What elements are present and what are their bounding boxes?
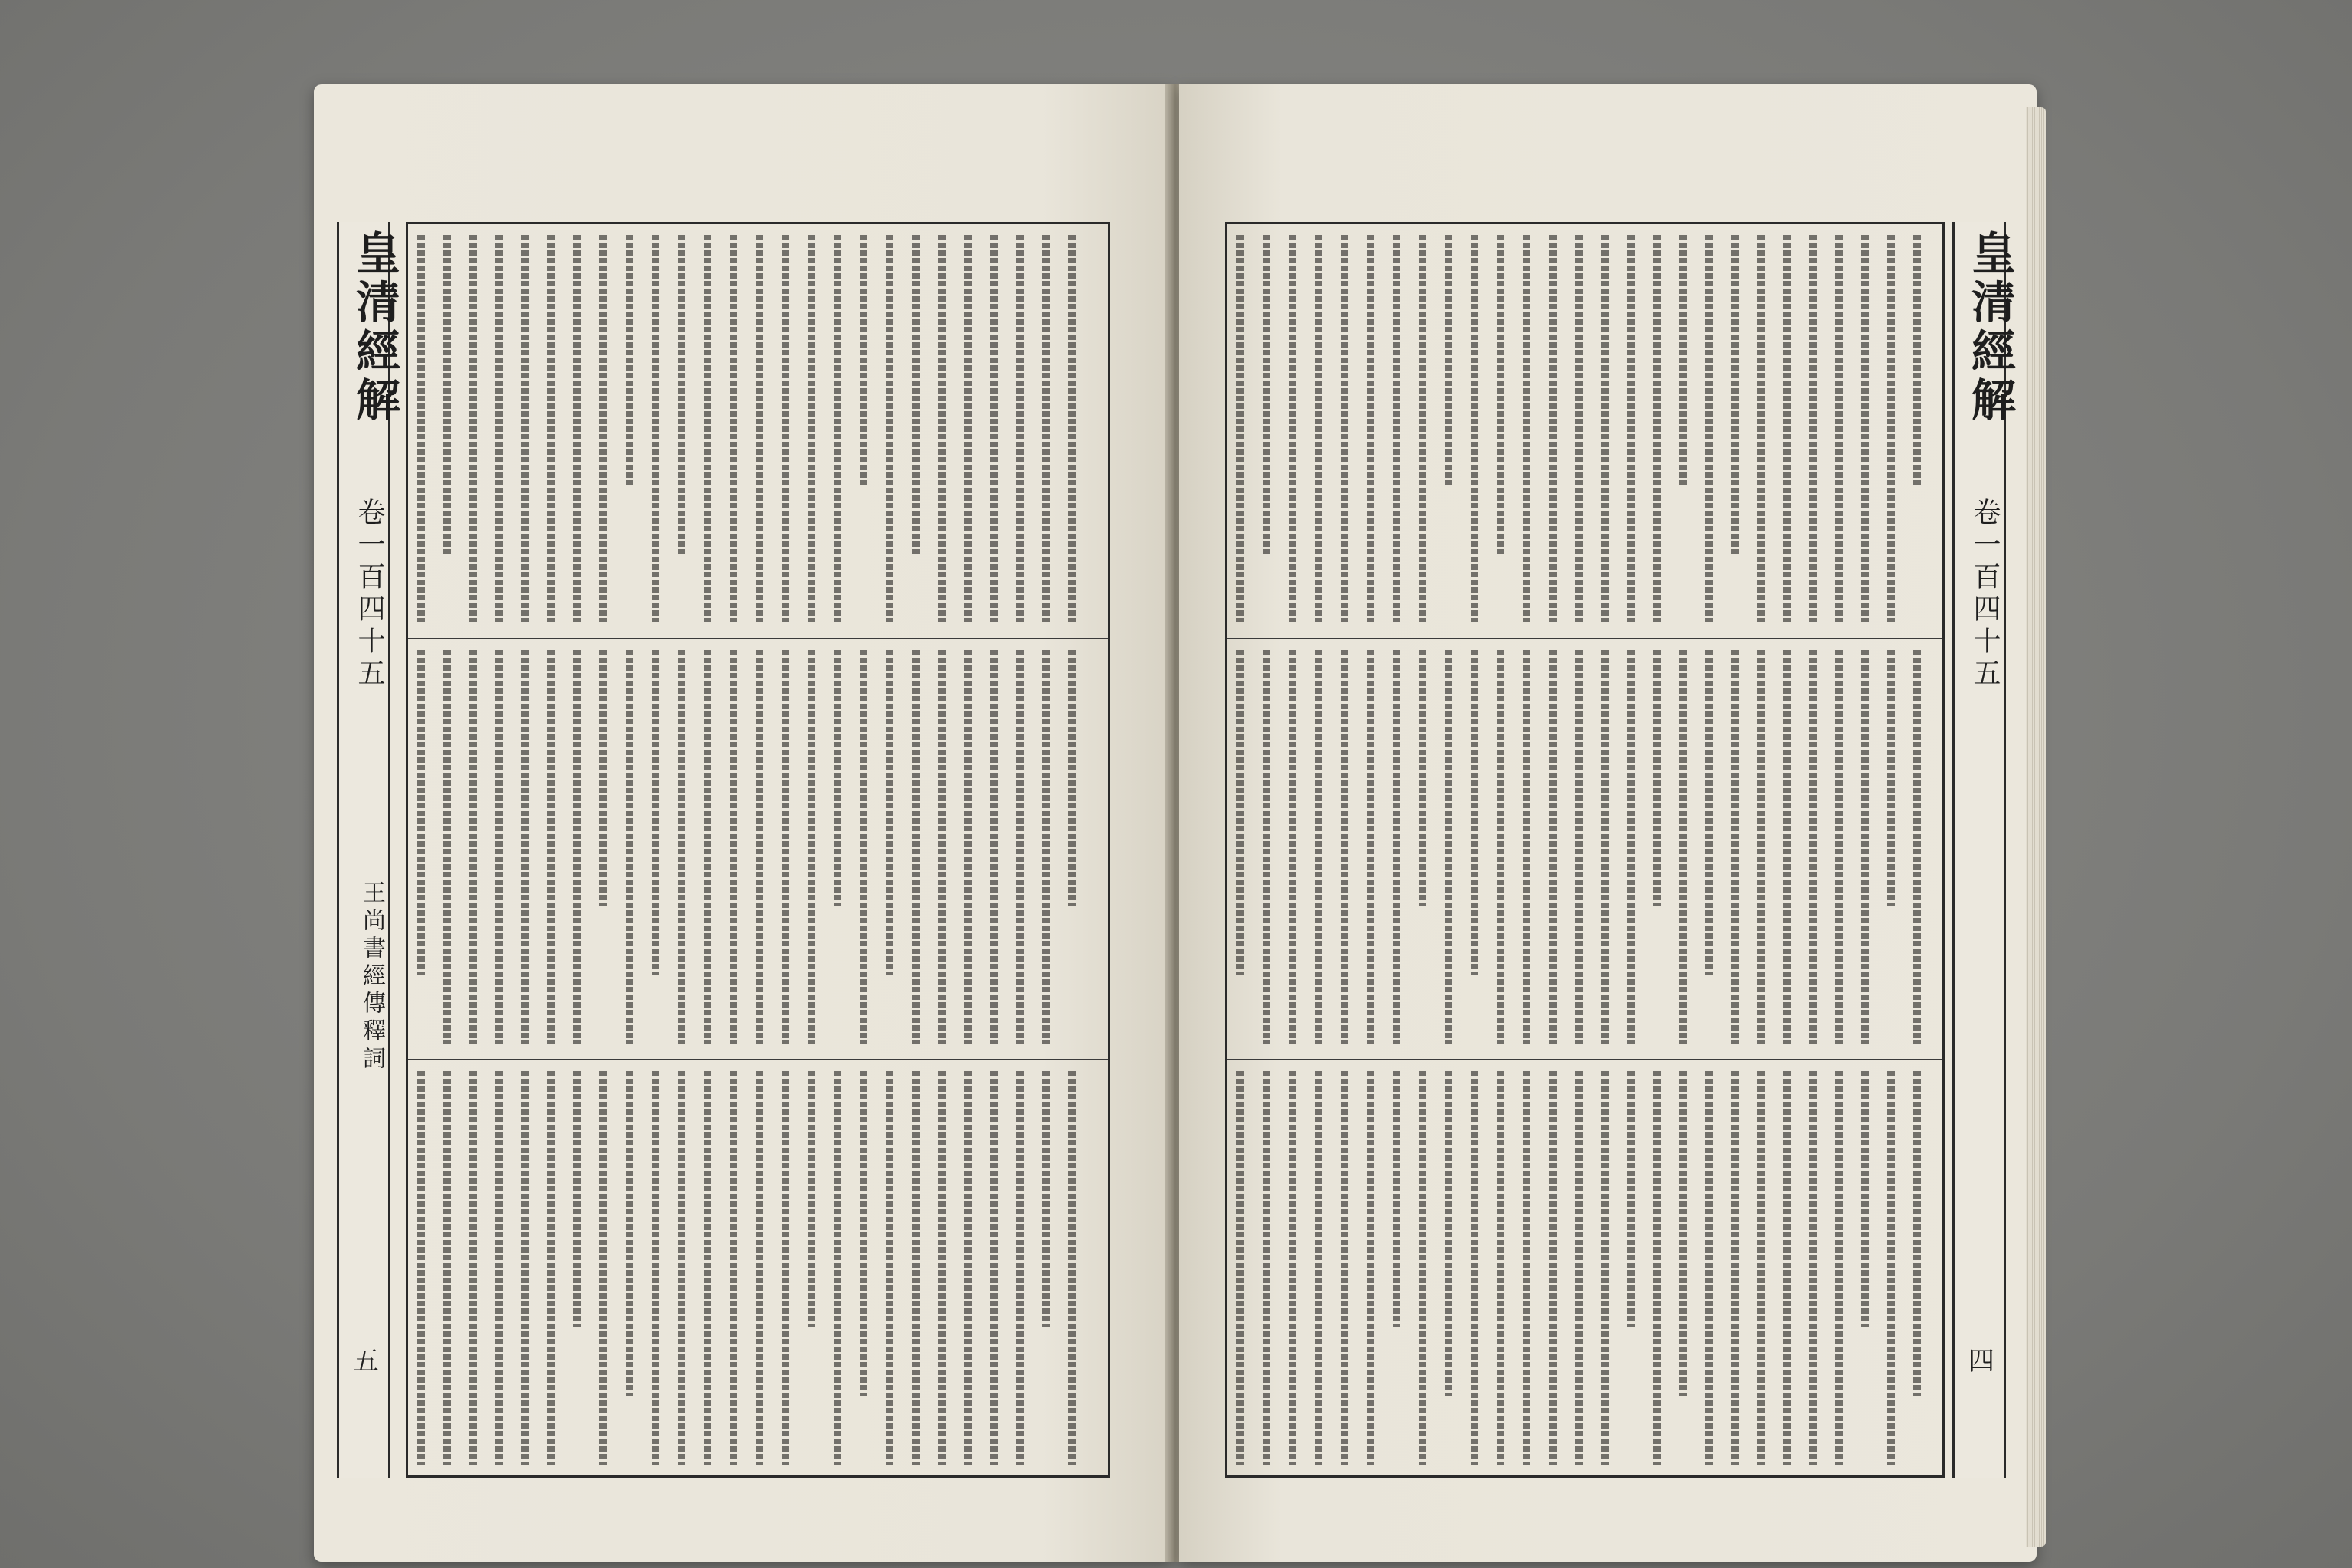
text-column — [1575, 235, 1583, 622]
text-column — [1809, 1071, 1817, 1465]
text-column — [521, 1071, 529, 1465]
text-column — [1575, 1071, 1583, 1465]
text-column — [1263, 1071, 1270, 1465]
left-page-margin-strip — [337, 222, 400, 1478]
text-column — [808, 235, 815, 622]
text-column — [1445, 235, 1452, 485]
text-column — [599, 650, 607, 906]
text-column — [782, 650, 789, 1044]
text-column — [1913, 235, 1921, 485]
text-column — [834, 235, 841, 622]
text-column — [1315, 650, 1322, 1044]
left-register-divider-2 — [408, 1059, 1108, 1060]
text-column — [1016, 235, 1024, 622]
text-column — [1731, 650, 1739, 1044]
text-column — [1289, 1071, 1296, 1465]
text-column — [1263, 235, 1270, 554]
text-column — [1445, 650, 1452, 1044]
text-column — [1783, 235, 1791, 622]
left-volume-label: 卷一百四十五 — [354, 498, 385, 691]
text-column — [1042, 1071, 1050, 1327]
text-column — [1757, 235, 1765, 622]
text-column — [756, 650, 763, 1044]
text-column — [417, 650, 425, 975]
text-column — [756, 1071, 763, 1465]
text-column — [1913, 1071, 1921, 1396]
text-column — [417, 235, 425, 622]
text-column — [1887, 650, 1895, 906]
text-column — [495, 1071, 503, 1465]
text-column — [964, 235, 972, 622]
text-column — [1783, 1071, 1791, 1465]
left-page — [314, 84, 1171, 1562]
text-column — [834, 1071, 841, 1465]
text-column — [886, 235, 893, 622]
text-column — [1627, 235, 1635, 622]
text-column — [1263, 650, 1270, 1044]
text-column — [886, 650, 893, 975]
text-column — [730, 650, 737, 1044]
text-column — [1367, 1071, 1374, 1465]
text-column — [1042, 235, 1050, 622]
text-column — [678, 650, 685, 1044]
right-register-divider-2 — [1227, 1059, 1942, 1060]
text-column — [1497, 650, 1504, 1044]
text-column — [652, 235, 659, 622]
text-column — [652, 1071, 659, 1465]
text-column — [1627, 650, 1635, 1044]
text-column — [1016, 1071, 1024, 1465]
text-column — [886, 1071, 893, 1465]
text-column — [521, 650, 529, 1044]
text-column — [547, 650, 555, 1044]
text-column — [1601, 235, 1609, 622]
text-column — [834, 650, 841, 906]
text-column — [938, 235, 946, 622]
text-column — [938, 1071, 946, 1465]
left-running-title: 皇清經解 — [348, 230, 400, 426]
text-column — [599, 235, 607, 622]
text-column — [938, 650, 946, 1044]
text-column — [1471, 650, 1478, 975]
text-column — [1471, 235, 1478, 622]
text-column — [912, 235, 920, 554]
text-column — [860, 235, 867, 485]
text-column — [756, 235, 763, 622]
text-column — [469, 1071, 477, 1465]
text-column — [1913, 650, 1921, 1044]
text-column — [1236, 1071, 1244, 1465]
page-edges — [2026, 107, 2046, 1547]
text-column — [1549, 650, 1557, 1044]
text-column — [521, 235, 529, 622]
left-register-divider-1 — [408, 638, 1108, 639]
text-column — [626, 235, 633, 485]
text-column — [1809, 650, 1817, 1044]
text-column — [547, 235, 555, 622]
text-column — [1835, 235, 1843, 622]
text-column — [964, 650, 972, 1044]
text-column — [1705, 235, 1713, 622]
right-register-divider-1 — [1227, 638, 1942, 639]
text-column — [1835, 650, 1843, 1044]
text-column — [1835, 1071, 1843, 1465]
text-column — [1236, 235, 1244, 622]
text-column — [1523, 235, 1530, 622]
right-folio-number: 四 — [1968, 1346, 1994, 1377]
text-column — [1731, 235, 1739, 554]
text-column — [417, 1071, 425, 1465]
text-column — [1445, 1071, 1452, 1396]
text-column — [860, 650, 867, 1044]
text-column — [990, 235, 998, 622]
text-column — [1419, 235, 1426, 622]
text-column — [1471, 1071, 1478, 1465]
text-column — [1016, 650, 1024, 1044]
text-column — [443, 1071, 451, 1465]
text-column — [808, 650, 815, 1044]
text-column — [1549, 1071, 1557, 1465]
text-column — [1236, 650, 1244, 975]
text-column — [1393, 235, 1400, 622]
text-column — [547, 1071, 555, 1465]
text-column — [704, 235, 711, 622]
text-column — [1393, 650, 1400, 1044]
text-column — [1705, 650, 1713, 975]
text-column — [1601, 650, 1609, 1044]
text-column — [1627, 1071, 1635, 1327]
text-column — [1653, 235, 1661, 622]
text-column — [1653, 650, 1661, 906]
right-running-title: 皇清經解 — [1964, 230, 2016, 426]
text-column — [626, 1071, 633, 1396]
text-column — [1419, 1071, 1426, 1465]
text-column — [1861, 650, 1869, 1044]
text-column — [1497, 1071, 1504, 1465]
text-column — [495, 650, 503, 1044]
text-column — [990, 650, 998, 1044]
text-column — [1679, 650, 1687, 1044]
text-column — [1367, 650, 1374, 1044]
text-column — [1289, 650, 1296, 1044]
text-column — [1068, 1071, 1076, 1465]
text-column — [1705, 1071, 1713, 1465]
text-column — [1341, 235, 1348, 622]
text-column — [443, 650, 451, 1044]
text-column — [1679, 235, 1687, 485]
text-column — [1731, 1071, 1739, 1465]
text-column — [1341, 650, 1348, 1044]
text-column — [678, 1071, 685, 1465]
text-column — [1549, 235, 1557, 622]
text-column — [1679, 1071, 1687, 1396]
right-page — [1179, 84, 2037, 1562]
text-column — [1068, 235, 1076, 622]
text-column — [1367, 235, 1374, 622]
text-column — [1861, 235, 1869, 622]
text-column — [730, 235, 737, 622]
text-column — [1653, 1071, 1661, 1465]
text-column — [1341, 1071, 1348, 1465]
text-column — [1575, 650, 1583, 1044]
text-column — [964, 1071, 972, 1465]
text-column — [1783, 650, 1791, 1044]
text-column — [573, 1071, 581, 1327]
text-column — [704, 650, 711, 1044]
text-column — [1289, 235, 1296, 622]
text-column — [678, 235, 685, 554]
text-column — [1757, 650, 1765, 1044]
text-column — [1419, 650, 1426, 906]
text-column — [599, 1071, 607, 1465]
text-column — [1497, 235, 1504, 554]
left-source-label: 王尚書經傳釋詞 — [358, 880, 385, 1073]
text-column — [469, 650, 477, 1044]
text-column — [730, 1071, 737, 1465]
text-column — [1809, 235, 1817, 622]
left-folio-number: 五 — [353, 1346, 379, 1377]
text-column — [573, 235, 581, 622]
text-column — [990, 1071, 998, 1465]
open-book — [314, 84, 2037, 1562]
text-column — [1315, 1071, 1322, 1465]
text-column — [912, 1071, 920, 1465]
text-column — [1601, 1071, 1609, 1465]
text-column — [912, 650, 920, 1044]
text-column — [626, 650, 633, 1044]
text-column — [1861, 1071, 1869, 1327]
right-text-block — [1225, 222, 1945, 1478]
text-column — [573, 650, 581, 1044]
text-column — [808, 1071, 815, 1327]
text-column — [860, 1071, 867, 1396]
text-column — [443, 235, 451, 554]
text-column — [1393, 1071, 1400, 1327]
text-column — [1523, 1071, 1530, 1465]
text-column — [1523, 650, 1530, 1044]
text-column — [1315, 235, 1322, 622]
text-column — [704, 1071, 711, 1465]
left-text-block — [406, 222, 1110, 1478]
text-column — [652, 650, 659, 975]
text-column — [469, 235, 477, 622]
right-volume-label: 卷一百四十五 — [1969, 498, 2001, 691]
text-column — [1042, 650, 1050, 1044]
text-column — [782, 235, 789, 622]
text-column — [1757, 1071, 1765, 1465]
text-column — [782, 1071, 789, 1465]
text-column — [1068, 650, 1076, 906]
text-column — [1887, 1071, 1895, 1465]
text-column — [1887, 235, 1895, 622]
right-page-margin-strip — [1952, 222, 2016, 1478]
text-column — [495, 235, 503, 622]
